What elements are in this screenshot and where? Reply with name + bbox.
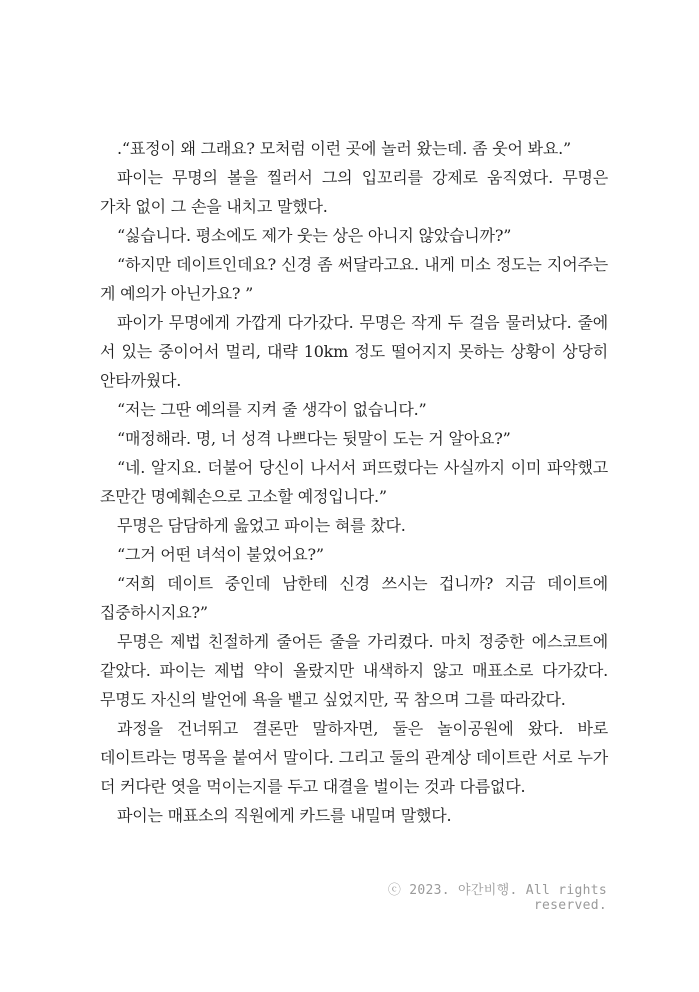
paragraph-14: 파이는 매표소의 직원에게 카드를 내밀며 말했다.	[117, 806, 452, 825]
copyright-notice: ⓒ 2023. 야간비행. All rights reserved.	[387, 883, 607, 913]
paragraph-10: “그거 어떤 녀석이 불었어요?”	[117, 545, 324, 564]
paragraph-3: “싫습니다. 평소에도 제가 웃는 상은 아니지 않았습니까?”	[117, 226, 512, 245]
paragraph-12: 무명은 제법 친절하게 줄어든 줄을 가리켰다. 마치 정중한 에스코트에 같았다. 파이는 제법 약이 올랐지만 내색하지 않고 매표소로 다가갔다. 무명도 자신의 발언에 욕을 뱉고 싶었지만, 꾹 참으며 그를 따라갔다.	[100, 632, 608, 709]
paragraph-8: “네. 알지요. 더불어 당신이 나서서 퍼뜨렸다는 사실까지 이미 파악했고 조만간 명예훼손으로 고소할 예정입니다.”	[100, 458, 608, 506]
paragraph-5: 파이가 무명에게 가깝게 다가갔다. 무명은 작게 두 걸음 물러났다. 줄에 서 있는 중이어서 멀리, 대략 10km 정도 떨어지지 못하는 상황이 상당히 안타까웠다.	[100, 313, 608, 390]
paragraph-1: .“표정이 왜 그래요? 모처럼 이런 곳에 놀러 왔는데. 좀 웃어 봐요.”	[117, 139, 571, 158]
paragraph-13: 과정을 건너뛰고 결론만 말하자면, 둘은 놀이공원에 왔다. 바로 데이트라는 명목을 붙여서 말이다. 그리고 둘의 관계상 데이트란 서로 누가 더 커다란 엿을 먹이는지를 두고 대결을 벌이는 것과 다름없다.	[100, 719, 608, 796]
paragraph-2: 파이는 무명의 볼을 찔러서 그의 입꼬리를 강제로 움직였다. 무명은 가차 없이 그 손을 내치고 말했다.	[100, 168, 608, 216]
paragraph-9: 무명은 담담하게 읊었고 파이는 혀를 찼다.	[117, 516, 406, 535]
paragraph-6: “저는 그딴 예의를 지켜 줄 생각이 없습니다.”	[117, 400, 427, 419]
body-text	[100, 134, 608, 830]
paragraph-4: “하지만 데이트인데요? 신경 좀 써달라고요. 내게 미소 정도는 지어주는 게 예의가 아닌가요? ”	[100, 255, 608, 303]
paragraph-7: “매정해라. 명, 너 성격 나쁘다는 뒷말이 도는 거 알아요?”	[117, 429, 511, 448]
paragraph-11: “저희 데이트 중인데 남한테 신경 쓰시는 겁니까? 지금 데이트에 집중하시지요?”	[100, 574, 608, 622]
